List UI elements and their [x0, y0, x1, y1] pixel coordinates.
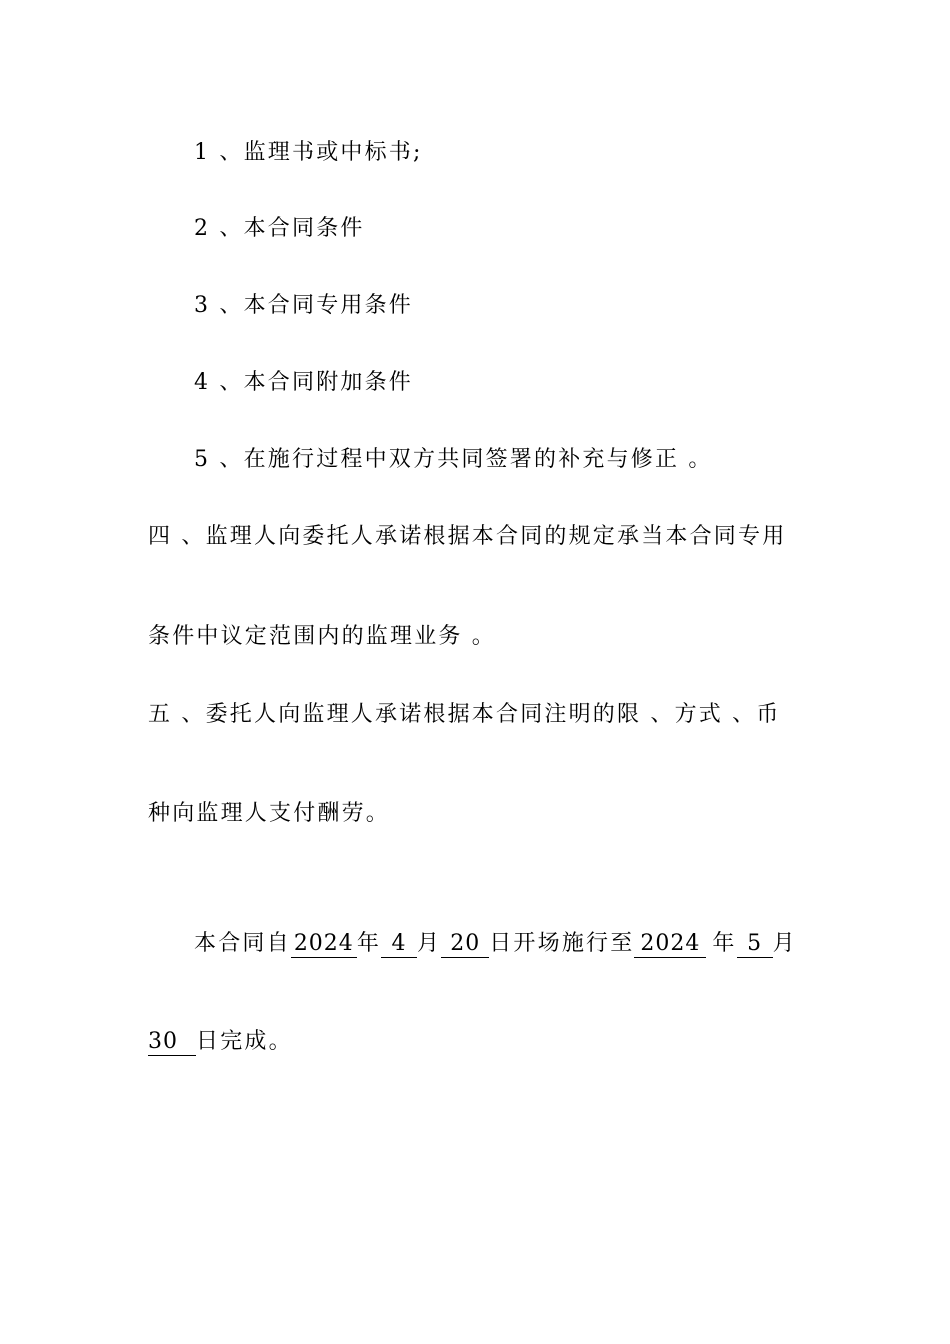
list-item-number: 3 [194, 293, 211, 318]
list-item-text: 本合同附加条件 [243, 370, 414, 395]
term-middle: 日开场施行至 [489, 931, 635, 956]
list-item [194, 214, 365, 244]
term-suffix: 日完成。 [196, 1029, 293, 1054]
list-item [194, 368, 413, 398]
clause-five-line-2: 种向监理人支付酬劳。 [148, 801, 391, 826]
list-item-separator: 、 [219, 140, 244, 165]
list-item-number: 2 [194, 216, 211, 241]
term-prefix: 本合同自 [194, 931, 291, 956]
list-item-text: 本合同专用条件 [243, 293, 414, 318]
list-item-text: 监理书或中标书; [243, 140, 423, 165]
start-day-field: 20 [441, 931, 489, 958]
start-year-field: 2024 [291, 931, 357, 958]
list-item [194, 138, 423, 168]
clause-four-line-2: 条件中议定范围内的监理业务 。 [148, 624, 496, 649]
clause-four-line-1: 四 、监理人向委托人承诺根据本合同的规定承当本合同专用 [148, 524, 787, 549]
clause-five-line-1: 五 、委托人向监理人承诺根据本合同注明的限 、方式 、币 [148, 702, 781, 727]
list-item-separator: 、 [219, 216, 244, 241]
end-month-field: 5 [737, 931, 773, 958]
list-item-number: 5 [194, 447, 211, 472]
contract-term-line-1 [194, 929, 797, 959]
year-label: 年 [356, 931, 382, 956]
contract-term-line-2 [148, 1027, 293, 1057]
list-item-text: 本合同条件 [243, 216, 365, 241]
list-item [194, 291, 413, 321]
list-item [194, 445, 713, 475]
end-year-field: 2024 [634, 931, 706, 958]
start-month-field: 4 [381, 931, 417, 958]
list-item-separator: 、 [219, 293, 244, 318]
month-label: 月 [417, 931, 442, 956]
list-item-number: 1 [194, 140, 211, 165]
list-item-text: 在施行过程中双方共同签署的补充与修正 。 [243, 447, 713, 472]
list-item-separator: 、 [219, 447, 244, 472]
list-item-separator: 、 [219, 370, 244, 395]
end-day-field: 30 [148, 1029, 196, 1056]
list-item-number: 4 [194, 370, 211, 395]
end-month-label: 月 [772, 931, 797, 956]
end-year-label: 年 [712, 931, 737, 956]
